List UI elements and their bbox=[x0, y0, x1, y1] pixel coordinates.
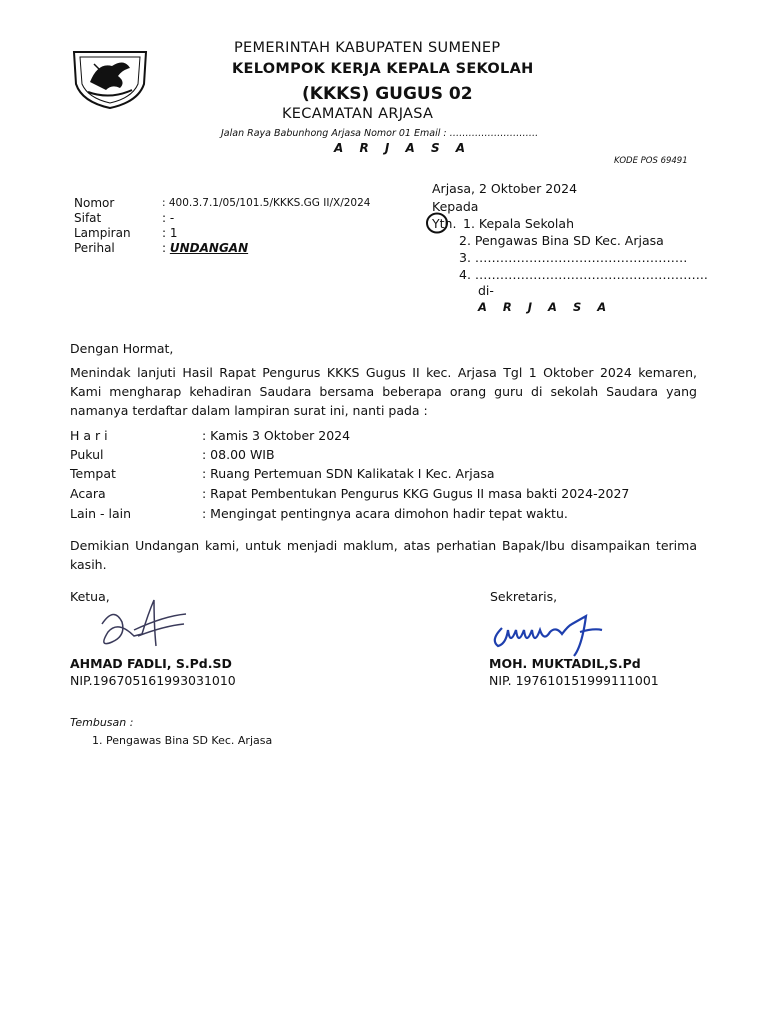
detail-label: Pukul bbox=[70, 447, 104, 462]
recipient-yth: Yth. bbox=[432, 216, 457, 231]
left-signatory-title: Ketua, bbox=[70, 589, 110, 604]
letterhead-group: (KKKS) GUGUS 02 bbox=[302, 84, 473, 104]
detail-value: : 08.00 WIB bbox=[202, 447, 275, 462]
left-signatory-name: AHMAD FADLI, S.Pd.SD bbox=[70, 656, 232, 671]
recipient-item: 2. Pengawas Bina SD Kec. Arjasa bbox=[459, 233, 664, 248]
recipient-item: 1. Kepala Sekolah bbox=[463, 216, 574, 231]
perihal-colon: : bbox=[162, 241, 170, 255]
tembusan-item: 1. Pengawas Bina SD Kec. Arjasa bbox=[92, 734, 273, 747]
right-signatory-name: MOH. MUKTADIL,S.Pd bbox=[489, 656, 641, 671]
nomor-label: Nomor bbox=[74, 196, 115, 210]
right-signatory-nip: NIP. 197610151999111001 bbox=[489, 673, 659, 688]
greeting: Dengan Hormat, bbox=[70, 341, 174, 356]
detail-value: : Rapat Pembentukan Pengurus KKG Gugus II masa bakti 2024-2027 bbox=[202, 486, 630, 501]
letterhead-government: PEMERINTAH KABUPATEN SUMENEP bbox=[234, 40, 501, 56]
closing-paragraph: Demikian Undangan kami, untuk menjadi maklum, atas perhatian Bapak/Ibu disampaikan terima kasih. bbox=[70, 538, 697, 572]
perihal-label: Perihal bbox=[74, 241, 115, 255]
right-signature-mark bbox=[486, 606, 616, 662]
sifat-value: : - bbox=[162, 211, 175, 225]
perihal-field bbox=[162, 241, 248, 255]
sifat-label: Sifat bbox=[74, 211, 102, 225]
letterhead-postal-code: KODE POS 69491 bbox=[614, 156, 688, 166]
letterhead-address: Jalan Raya Babunhong Arjasa Nomor 01 Email : ………………………. bbox=[221, 128, 539, 139]
recipient-place: A R J A S A bbox=[478, 300, 613, 314]
recipient-heading: Kepada bbox=[432, 199, 479, 214]
nomor-value: : 400.3.7.1/05/101.5/KKKS.GG II/X/2024 bbox=[162, 197, 371, 209]
detail-value: : Ruang Pertemuan SDN Kalikatak I Kec. Arjasa bbox=[202, 466, 495, 481]
lampiran-value: : 1 bbox=[162, 226, 178, 240]
lampiran-label: Lampiran bbox=[74, 226, 131, 240]
letter-date: Arjasa, 2 Oktober 2024 bbox=[432, 181, 578, 196]
perihal-value: UNDANGAN bbox=[169, 241, 249, 255]
body-paragraph: Menindak lanjuti Hasil Rapat Pengurus KKKS Gugus II kec. Arjasa Tgl 1 Oktober 2024 kemaren, Kami mengharap kehadiran Saudara bersama beberapa orang guru di sekolah Saudara yang namanya terdaftar dalam lampiran surat ini, nanti pada : bbox=[70, 365, 697, 418]
recipient-di: di- bbox=[478, 283, 494, 298]
handwritten-circle-mark bbox=[425, 211, 451, 235]
letterhead-city: A R J A S A bbox=[334, 141, 472, 155]
letterhead-organization: KELOMPOK KERJA KEPALA SEKOLAH bbox=[232, 61, 534, 77]
detail-label: H a r i bbox=[70, 428, 108, 443]
detail-value: : Kamis 3 Oktober 2024 bbox=[202, 428, 351, 443]
recipient-item: 4. ……………………………………………….. bbox=[459, 267, 708, 282]
letterhead-district: KECAMATAN ARJASA bbox=[282, 106, 434, 122]
right-signatory-title: Sekretaris, bbox=[490, 589, 558, 604]
left-signatory-nip: NIP.196705161993031010 bbox=[70, 673, 236, 688]
detail-label: Lain - lain bbox=[70, 506, 132, 521]
detail-label: Acara bbox=[70, 486, 106, 501]
detail-label: Tempat bbox=[70, 466, 116, 481]
detail-value: : Mengingat pentingnya acara dimohon hadir tepat waktu. bbox=[202, 506, 568, 521]
tembusan-title: Tembusan : bbox=[70, 716, 134, 729]
regency-crest-icon bbox=[68, 44, 152, 110]
recipient-item: 3. …………………………………………… bbox=[459, 250, 688, 265]
